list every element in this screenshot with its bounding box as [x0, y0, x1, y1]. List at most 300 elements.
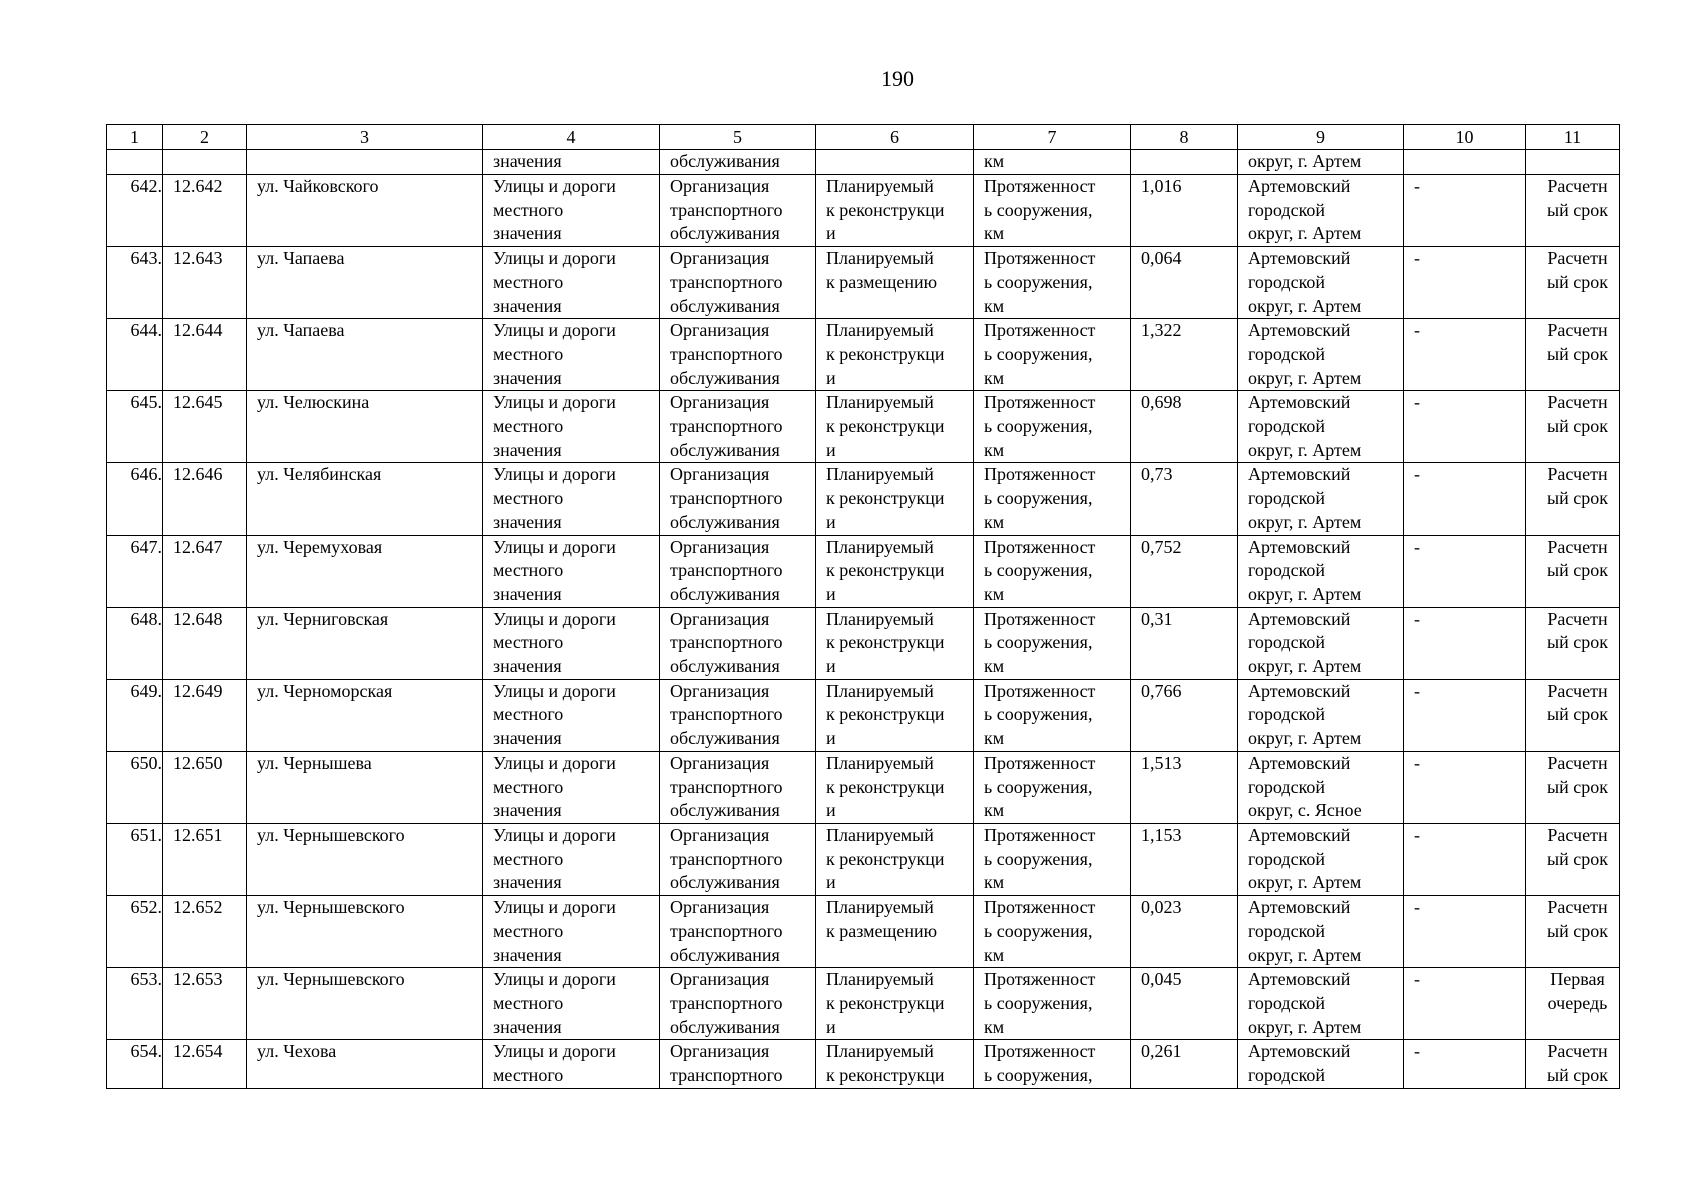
- table-cell: [107, 150, 163, 175]
- code-cell: 12.651: [163, 823, 247, 895]
- status-cell: [816, 1040, 974, 1088]
- cell-line: обслуживания: [670, 295, 780, 316]
- value-cell: 0,064: [1131, 247, 1238, 319]
- object-type-cell: [483, 968, 660, 1040]
- cell-line: Расчетн: [1547, 608, 1608, 629]
- purpose-cell: [660, 319, 816, 391]
- cell-line: Расчетн: [1547, 680, 1608, 701]
- table-row: [107, 823, 1620, 895]
- cell-line: местного: [493, 416, 564, 437]
- column-header: 10: [1404, 125, 1526, 150]
- cell-line: округ, г. Артем: [1248, 656, 1362, 677]
- location-cell: [1238, 679, 1404, 751]
- cell-line: значения: [493, 511, 562, 532]
- cell-line: к размещению: [826, 271, 938, 292]
- cell-line: Артемовский: [1248, 680, 1351, 701]
- object-type-cell: [483, 463, 660, 535]
- table-row: [107, 1040, 1620, 1088]
- cell-line: обслуживания: [670, 1016, 780, 1037]
- table-row: [107, 968, 1620, 1040]
- cell-line: Планируемый: [826, 248, 934, 269]
- table-row: [107, 463, 1620, 535]
- value-cell: 0,023: [1131, 896, 1238, 968]
- term-cell: [1526, 319, 1620, 391]
- cell-line: ь сооружения,: [984, 416, 1093, 437]
- cell-line: и: [826, 656, 836, 677]
- value-cell: 1,016: [1131, 175, 1238, 247]
- cell-line: Улицы и дороги: [493, 176, 616, 196]
- header-row: [107, 125, 1620, 150]
- cell-line: Первая: [1550, 969, 1605, 990]
- status-cell: [816, 823, 974, 895]
- value-cell: 1,322: [1131, 319, 1238, 391]
- value-cell: 0,752: [1131, 535, 1238, 607]
- cell-line: городской: [1248, 776, 1326, 797]
- cell-line: км: [984, 872, 1005, 893]
- table-cell: значения: [483, 150, 660, 175]
- characteristic-cell: [974, 751, 1131, 823]
- code-cell: 12.643: [163, 247, 247, 319]
- cell-line: км: [984, 656, 1005, 677]
- cell-line: ый срок: [1547, 704, 1608, 725]
- row-number-cell: 648.: [107, 607, 163, 679]
- cell-line: транспортного: [670, 416, 783, 437]
- row-number-cell: 645.: [107, 391, 163, 463]
- cell-line: обслуживания: [670, 656, 780, 677]
- cell-line: местного: [493, 560, 564, 581]
- cell-line: Планируемый: [826, 680, 934, 701]
- cell-line: Организация: [670, 320, 770, 341]
- cell-line: местного: [493, 488, 564, 509]
- table-cell: округ, г. Артем: [1238, 150, 1404, 175]
- value-cell: 0,31: [1131, 607, 1238, 679]
- cell-line: Артемовский: [1248, 969, 1351, 990]
- code-cell: 12.646: [163, 463, 247, 535]
- object-name-cell: ул. Челябинская: [247, 463, 483, 535]
- cell-line: Организация: [670, 897, 770, 918]
- code-cell: 12.650: [163, 751, 247, 823]
- zone-cell: -: [1404, 607, 1526, 679]
- value-cell: 0,73: [1131, 463, 1238, 535]
- cell-line: округ, г. Артем: [1248, 511, 1362, 532]
- cell-line: обслуживания: [670, 872, 780, 893]
- cell-line: транспортного: [670, 343, 783, 364]
- cell-line: местного: [493, 632, 564, 653]
- row-number-cell: 652.: [107, 896, 163, 968]
- object-type-cell: [483, 751, 660, 823]
- table-cell: [163, 150, 247, 175]
- object-name-cell: ул. Чернышева: [247, 751, 483, 823]
- cell-line: Расчетн: [1547, 1041, 1608, 1062]
- object-type-cell: [483, 1040, 660, 1088]
- location-cell: [1238, 175, 1404, 247]
- cell-line: Протяженност: [984, 320, 1096, 341]
- cell-line: местного: [493, 343, 564, 364]
- cell-line: Расчетн: [1547, 752, 1608, 773]
- object-name-cell: ул. Чапаева: [247, 319, 483, 391]
- cell-line: Расчетн: [1547, 464, 1608, 485]
- cell-line: ый срок: [1547, 199, 1608, 220]
- value-cell: 0,698: [1131, 391, 1238, 463]
- cell-line: и: [826, 583, 836, 604]
- cell-line: Артемовский: [1248, 176, 1351, 196]
- cell-line: км: [984, 511, 1005, 532]
- cell-line: и: [826, 511, 836, 532]
- cell-line: Улицы и дороги: [493, 608, 616, 629]
- cell-line: ый срок: [1547, 1065, 1608, 1086]
- table-cell: [816, 150, 974, 175]
- cell-line: транспортного: [670, 632, 783, 653]
- object-name-cell: ул. Чайковского: [247, 175, 483, 247]
- term-cell: [1526, 823, 1620, 895]
- cell-line: Планируемый: [826, 824, 934, 845]
- cell-line: значения: [493, 656, 562, 677]
- status-cell: [816, 751, 974, 823]
- cell-line: Расчетн: [1547, 248, 1608, 269]
- cell-line: округ, г. Артем: [1248, 223, 1362, 244]
- cell-line: транспортного: [670, 488, 783, 509]
- table-row: [107, 896, 1620, 968]
- location-cell: [1238, 751, 1404, 823]
- cell-line: Расчетн: [1547, 392, 1608, 413]
- purpose-cell: [660, 247, 816, 319]
- purpose-cell: [660, 391, 816, 463]
- cell-line: ь сооружения,: [984, 704, 1093, 725]
- cell-line: местного: [493, 776, 564, 797]
- cell-line: округ, г. Артем: [1248, 872, 1362, 893]
- term-cell: [1526, 968, 1620, 1040]
- cell-line: Улицы и дороги: [493, 248, 616, 269]
- cell-line: к реконструкци: [826, 776, 945, 797]
- cell-line: местного: [493, 1065, 564, 1086]
- cell-line: местного: [493, 920, 564, 941]
- cell-line: к реконструкци: [826, 488, 945, 509]
- purpose-cell: [660, 896, 816, 968]
- term-cell: [1526, 1040, 1620, 1088]
- cell-line: обслуживания: [670, 728, 780, 749]
- cell-line: Улицы и дороги: [493, 680, 616, 701]
- cell-line: ый срок: [1547, 920, 1608, 941]
- cell-line: транспортного: [670, 1065, 783, 1086]
- cell-line: городской: [1248, 271, 1326, 292]
- cell-line: Планируемый: [826, 608, 934, 629]
- cell-line: ь сооружения,: [984, 343, 1093, 364]
- cell-line: ь сооружения,: [984, 776, 1093, 797]
- cell-line: значения: [493, 583, 562, 604]
- cell-line: км: [984, 367, 1005, 388]
- value-cell: 0,261: [1131, 1040, 1238, 1088]
- cell-line: ь сооружения,: [984, 632, 1093, 653]
- value-cell: 1,153: [1131, 823, 1238, 895]
- cell-line: Организация: [670, 969, 770, 990]
- cell-line: Протяженност: [984, 1041, 1096, 1062]
- cell-line: ь сооружения,: [984, 199, 1093, 220]
- object-type-cell: [483, 823, 660, 895]
- object-type-cell: [483, 391, 660, 463]
- status-cell: [816, 247, 974, 319]
- zone-cell: -: [1404, 823, 1526, 895]
- cell-line: обслуживания: [670, 367, 780, 388]
- cell-line: значения: [493, 800, 562, 821]
- code-cell: 12.648: [163, 607, 247, 679]
- cell-line: ь сооружения,: [984, 992, 1093, 1013]
- object-type-cell: [483, 607, 660, 679]
- purpose-cell: [660, 679, 816, 751]
- status-cell: [816, 968, 974, 1040]
- cell-line: городской: [1248, 848, 1326, 869]
- cell-line: Улицы и дороги: [493, 320, 616, 341]
- column-header: 1: [107, 125, 163, 150]
- table-cell: [1404, 150, 1526, 175]
- table-body: [107, 150, 1620, 1089]
- cell-line: значения: [493, 439, 562, 460]
- table-cell: [247, 150, 483, 175]
- cell-line: Организация: [670, 176, 770, 196]
- cell-line: округ, г. Артем: [1248, 295, 1362, 316]
- cell-line: ь сооружения,: [984, 920, 1093, 941]
- row-number-cell: 654.: [107, 1040, 163, 1088]
- cell-line: обслуживания: [670, 800, 780, 821]
- value-cell: 0,766: [1131, 679, 1238, 751]
- cell-line: округ, г. Артем: [1248, 367, 1362, 388]
- status-cell: [816, 391, 974, 463]
- cell-line: Протяженност: [984, 897, 1096, 918]
- location-cell: [1238, 1040, 1404, 1088]
- cell-line: транспортного: [670, 271, 783, 292]
- term-cell: [1526, 679, 1620, 751]
- zone-cell: -: [1404, 247, 1526, 319]
- location-cell: [1238, 247, 1404, 319]
- cell-line: Артемовский: [1248, 1041, 1351, 1062]
- cell-line: Улицы и дороги: [493, 392, 616, 413]
- row-number-cell: 653.: [107, 968, 163, 1040]
- purpose-cell: [660, 535, 816, 607]
- cell-line: городской: [1248, 199, 1326, 220]
- cell-line: ый срок: [1547, 271, 1608, 292]
- cell-line: транспортного: [670, 560, 783, 581]
- characteristic-cell: [974, 175, 1131, 247]
- cell-line: Планируемый: [826, 897, 934, 918]
- characteristic-cell: [974, 968, 1131, 1040]
- cell-line: местного: [493, 848, 564, 869]
- cell-line: Артемовский: [1248, 608, 1351, 629]
- column-header: 8: [1131, 125, 1238, 150]
- column-header: 4: [483, 125, 660, 150]
- cell-line: транспортного: [670, 776, 783, 797]
- cell-line: значения: [493, 872, 562, 893]
- cell-line: Артемовский: [1248, 824, 1351, 845]
- table-row: [107, 319, 1620, 391]
- cell-line: к размещению: [826, 920, 938, 941]
- object-name-cell: ул. Чехова: [247, 1040, 483, 1088]
- cell-line: значения: [493, 367, 562, 388]
- cell-line: Улицы и дороги: [493, 536, 616, 557]
- object-type-cell: [483, 896, 660, 968]
- cell-line: Планируемый: [826, 1041, 934, 1062]
- term-cell: [1526, 751, 1620, 823]
- column-header: 5: [660, 125, 816, 150]
- table-row: [107, 679, 1620, 751]
- cell-line: транспортного: [670, 992, 783, 1013]
- cell-line: Планируемый: [826, 536, 934, 557]
- object-name-cell: ул. Черниговская: [247, 607, 483, 679]
- cell-line: значения: [493, 1016, 562, 1037]
- cell-line: к реконструкци: [826, 848, 945, 869]
- cell-line: и: [826, 439, 836, 460]
- zone-cell: -: [1404, 896, 1526, 968]
- code-cell: 12.652: [163, 896, 247, 968]
- value-cell: 1,513: [1131, 751, 1238, 823]
- cell-line: км: [984, 800, 1005, 821]
- location-cell: [1238, 463, 1404, 535]
- cell-line: Протяженност: [984, 536, 1096, 557]
- cell-line: и: [826, 1016, 836, 1037]
- term-cell: [1526, 463, 1620, 535]
- cell-line: и: [826, 223, 836, 244]
- cell-line: Расчетн: [1547, 897, 1608, 918]
- cell-line: Протяженност: [984, 680, 1096, 701]
- status-cell: [816, 896, 974, 968]
- cell-line: и: [826, 728, 836, 749]
- cell-line: городской: [1248, 632, 1326, 653]
- cell-line: городской: [1248, 488, 1326, 509]
- object-name-cell: ул. Чернышевского: [247, 896, 483, 968]
- object-name-cell: ул. Чернышевского: [247, 968, 483, 1040]
- cell-line: округ, г. Артем: [1248, 439, 1362, 460]
- table-row: [107, 247, 1620, 319]
- characteristic-cell: [974, 319, 1131, 391]
- characteristic-cell: [974, 823, 1131, 895]
- term-cell: [1526, 175, 1620, 247]
- cell-line: к реконструкци: [826, 704, 945, 725]
- table-row: [107, 751, 1620, 823]
- cell-line: местного: [493, 992, 564, 1013]
- cell-line: Организация: [670, 392, 770, 413]
- zone-cell: -: [1404, 968, 1526, 1040]
- object-name-cell: ул. Черемуховая: [247, 535, 483, 607]
- code-cell: 12.654: [163, 1040, 247, 1088]
- cell-line: ь сооружения,: [984, 1065, 1093, 1086]
- purpose-cell: [660, 175, 816, 247]
- cell-line: к реконструкци: [826, 632, 945, 653]
- table-row: [107, 175, 1620, 247]
- object-name-cell: ул. Черноморская: [247, 679, 483, 751]
- table-cell: км: [974, 150, 1131, 175]
- code-cell: 12.642: [163, 175, 247, 247]
- cell-line: ый срок: [1547, 416, 1608, 437]
- cell-line: ь сооружения,: [984, 488, 1093, 509]
- cell-line: Артемовский: [1248, 464, 1351, 485]
- zone-cell: -: [1404, 535, 1526, 607]
- table-cell: обслуживания: [660, 150, 816, 175]
- code-cell: 12.647: [163, 535, 247, 607]
- zone-cell: -: [1404, 319, 1526, 391]
- cell-line: обслуживания: [670, 223, 780, 244]
- cell-line: и: [826, 800, 836, 821]
- cell-line: к реконструкци: [826, 416, 945, 437]
- cell-line: значения: [493, 944, 562, 965]
- cell-line: обслуживания: [670, 583, 780, 604]
- table-row: [107, 391, 1620, 463]
- purpose-cell: [660, 1040, 816, 1088]
- cell-line: городской: [1248, 416, 1326, 437]
- table-header: [107, 125, 1620, 150]
- cell-line: Артемовский: [1248, 320, 1351, 341]
- zone-cell: -: [1404, 1040, 1526, 1088]
- term-cell: [1526, 535, 1620, 607]
- location-cell: [1238, 535, 1404, 607]
- cell-line: местного: [493, 199, 564, 220]
- zone-cell: -: [1404, 463, 1526, 535]
- characteristic-cell: [974, 391, 1131, 463]
- cell-line: транспортного: [670, 848, 783, 869]
- term-cell: [1526, 896, 1620, 968]
- cell-line: обслуживания: [670, 944, 780, 965]
- code-cell: 12.644: [163, 319, 247, 391]
- cell-line: округ, г. Артем: [1248, 944, 1362, 965]
- table-cell: [1131, 150, 1238, 175]
- cell-line: ь сооружения,: [984, 560, 1093, 581]
- purpose-cell: [660, 968, 816, 1040]
- cell-line: к реконструкци: [826, 343, 945, 364]
- column-header: 11: [1526, 125, 1620, 150]
- object-type-cell: [483, 175, 660, 247]
- cell-line: Планируемый: [826, 392, 934, 413]
- characteristic-cell: [974, 1040, 1131, 1088]
- characteristic-cell: [974, 896, 1131, 968]
- zone-cell: -: [1404, 391, 1526, 463]
- cell-line: Организация: [670, 1041, 770, 1062]
- cell-line: км: [984, 223, 1005, 244]
- column-header: 3: [247, 125, 483, 150]
- cell-line: и: [826, 367, 836, 388]
- cell-line: обслуживания: [670, 511, 780, 532]
- cell-line: городской: [1248, 992, 1326, 1013]
- cell-line: Улицы и дороги: [493, 969, 616, 990]
- column-header: 7: [974, 125, 1131, 150]
- table-row: [107, 535, 1620, 607]
- zone-cell: -: [1404, 751, 1526, 823]
- cell-line: обслуживания: [670, 439, 780, 460]
- status-cell: [816, 463, 974, 535]
- cell-line: значения: [493, 223, 562, 244]
- location-cell: [1238, 391, 1404, 463]
- purpose-cell: [660, 607, 816, 679]
- cell-line: км: [984, 439, 1005, 460]
- zone-cell: -: [1404, 679, 1526, 751]
- location-cell: [1238, 319, 1404, 391]
- cell-line: городской: [1248, 920, 1326, 941]
- row-number-cell: 650.: [107, 751, 163, 823]
- cell-line: Расчетн: [1547, 320, 1608, 341]
- cell-line: ый срок: [1547, 632, 1608, 653]
- row-number-cell: 649.: [107, 679, 163, 751]
- object-type-cell: [483, 535, 660, 607]
- row-number-cell: 642.: [107, 175, 163, 247]
- column-header: 6: [816, 125, 974, 150]
- location-cell: [1238, 823, 1404, 895]
- object-name-cell: ул. Челюскина: [247, 391, 483, 463]
- row-number-cell: 644.: [107, 319, 163, 391]
- cell-line: значения: [493, 295, 562, 316]
- object-name-cell: ул. Чернышевского: [247, 823, 483, 895]
- row-number-cell: 646.: [107, 463, 163, 535]
- cell-line: Протяженност: [984, 752, 1096, 773]
- cell-line: к реконструкци: [826, 199, 945, 220]
- location-cell: [1238, 896, 1404, 968]
- cell-line: Организация: [670, 536, 770, 557]
- cell-line: Артемовский: [1248, 392, 1351, 413]
